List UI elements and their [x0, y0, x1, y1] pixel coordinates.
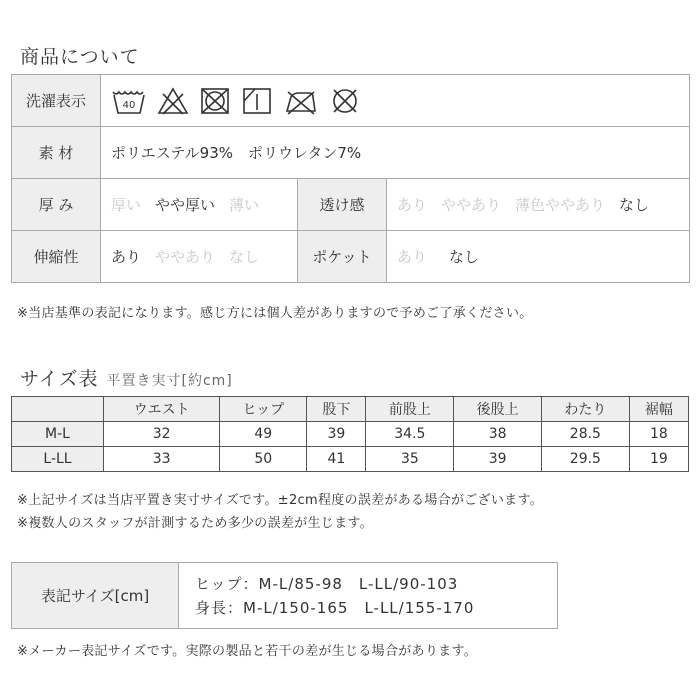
thickness-options — [101, 179, 298, 231]
table-cell: 33 — [104, 447, 220, 472]
transparency-option-yes: あり — [397, 196, 428, 214]
section-title-product: 商品について — [20, 46, 140, 68]
stretch-option-yes: あり — [111, 248, 142, 266]
stretch-option-none: なし — [229, 248, 260, 266]
size-header-thigh: わたり — [542, 397, 630, 422]
table-cell: 41 — [307, 447, 366, 472]
size-header-back-rise: 後股上 — [454, 397, 542, 422]
pocket-label: ポケット — [298, 231, 387, 283]
transparency-option-light-colors: 薄色ややあり — [515, 196, 606, 214]
product-info-table — [11, 74, 690, 283]
thickness-row — [12, 179, 690, 231]
size-header-waist: ウエスト — [104, 397, 220, 422]
transparency-label: 透け感 — [298, 179, 387, 231]
size-note-1: ※上記サイズは当店平置き実寸サイズです。±2cm程度の誤差がある場合がございます。 — [17, 493, 544, 508]
size-row-label: M-L — [12, 422, 104, 447]
transparency-option-slight: ややあり — [441, 196, 502, 214]
label-size-box — [11, 562, 558, 629]
table-cell: 29.5 — [542, 447, 630, 472]
label-size-label: 表記サイズ[cm] — [12, 563, 179, 628]
label-size-height: 身長：M-L/150-165 L-LL/155-170 — [195, 598, 475, 617]
size-row-label: L-LL — [12, 447, 104, 472]
svg-text:40: 40 — [122, 99, 136, 111]
pocket-options — [387, 231, 690, 283]
no-dry-clean-icon — [329, 86, 361, 116]
size-note-2: ※複数人のスタッフが計測するため多少の誤差が生じます。 — [17, 516, 373, 531]
stretch-label: 伸縮性 — [12, 231, 101, 283]
table-cell: 39 — [454, 447, 542, 472]
no-tumble-dry-icon — [199, 86, 231, 116]
size-header-inseam: 股下 — [307, 397, 366, 422]
size-header-hem: 裾幅 — [629, 397, 688, 422]
label-size-note: ※メーカー表記サイズです。実際の製品と若干の差が生じる場合があります。 — [17, 644, 478, 659]
label-size-values — [179, 563, 474, 628]
table-row — [12, 422, 689, 447]
pocket-option-yes: あり — [397, 248, 428, 266]
transparency-options — [387, 179, 690, 231]
thickness-option-thick: 厚い — [111, 196, 142, 214]
size-header-blank — [12, 397, 104, 422]
table-cell: 35 — [366, 447, 454, 472]
table-cell: 38 — [454, 422, 542, 447]
stretch-row — [12, 231, 690, 283]
size-header-hip: ヒップ — [220, 397, 307, 422]
size-title: サイズ表 — [20, 368, 99, 390]
table-cell: 39 — [307, 422, 366, 447]
table-cell: 28.5 — [542, 422, 630, 447]
wash-row — [12, 75, 690, 127]
material-value: ポリエステル93% ポリウレタン7% — [101, 127, 690, 179]
table-cell: 19 — [629, 447, 688, 472]
no-iron-icon — [283, 86, 319, 116]
wash-icons — [101, 75, 690, 127]
table-cell: 50 — [220, 447, 307, 472]
thickness-option-slightly-thick: やや厚い — [155, 196, 216, 214]
stretch-options — [101, 231, 298, 283]
line-dry-icon — [241, 86, 273, 116]
size-header-front-rise: 前股上 — [366, 397, 454, 422]
table-cell: 32 — [104, 422, 220, 447]
wash-40-icon — [111, 86, 147, 116]
section-title-size — [20, 364, 233, 391]
material-row — [12, 127, 690, 179]
thickness-option-thin: 薄い — [229, 196, 260, 214]
stretch-option-slight: ややあり — [155, 248, 216, 266]
table-row — [12, 447, 689, 472]
no-bleach-icon — [157, 86, 189, 116]
size-table — [11, 396, 689, 472]
size-table-header — [12, 397, 689, 422]
transparency-option-none: なし — [619, 196, 650, 214]
table-cell: 18 — [629, 422, 688, 447]
thickness-label: 厚 み — [12, 179, 101, 231]
product-note: ※当店基準の表記になります。感じ方には個人差がありますので予めご了承ください。 — [17, 306, 533, 321]
wash-label: 洗濯表示 — [12, 75, 101, 127]
table-cell: 49 — [220, 422, 307, 447]
size-subtitle: 平置き実寸[約cm] — [106, 373, 233, 389]
table-cell: 34.5 — [366, 422, 454, 447]
material-label: 素 材 — [12, 127, 101, 179]
pocket-option-none: なし — [449, 248, 480, 266]
label-size-hip: ヒップ：M-L/85-98 L-LL/90-103 — [195, 574, 459, 593]
